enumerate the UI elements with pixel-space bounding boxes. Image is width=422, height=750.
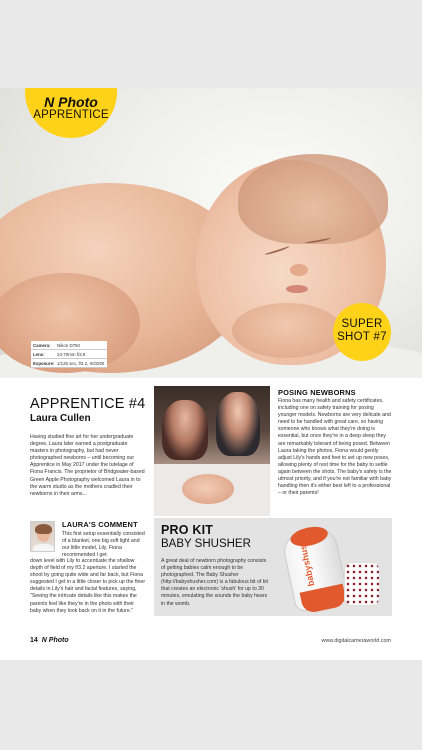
- pro-kit-box: [154, 518, 392, 616]
- apprentice-figure: [216, 392, 260, 456]
- baby-figure: [182, 474, 234, 504]
- camera-info-row: [31, 359, 107, 368]
- logo-brand: N Photo: [44, 94, 98, 110]
- shusher-product-label: babyshusher: [294, 530, 317, 588]
- posing-newborns-column: [278, 388, 392, 497]
- baby-mouth: [286, 285, 308, 293]
- camera-info-value: 1/125 sec, f/3.2, ISO200: [57, 360, 105, 366]
- baby-nose: [290, 264, 308, 276]
- avatar-shirt: [33, 544, 54, 552]
- studio-photo: [154, 386, 270, 516]
- baby-shusher-device: [280, 525, 349, 613]
- pro-kit-title: PRO KIT: [161, 523, 214, 537]
- avatar: [30, 521, 55, 552]
- camera-info-row: [31, 350, 107, 359]
- article-intro-text: Having studied fine art for her undergraduate degree, Laura later earned a postgraduate masters in photography, but had never photographed newborns – until becoming our Apprentice in May 2017 under the tutelage of Fiona Francis. The proprietor of Bridgwater-based Green Apple Photography welcomed Laura in to the warm studio as the mothers cradled their newborns in their arms...: [30, 434, 145, 497]
- logo-sub: APPRENTICE: [33, 109, 109, 121]
- super-shot-line2: SHOT #7: [337, 331, 387, 343]
- shusher-cap: [289, 524, 330, 550]
- article-intro-column: [30, 396, 146, 498]
- article-author: Laura Cullen: [30, 413, 91, 424]
- comment-body-text: down level with Lily to accentuate the shallow depth of field of my f/3.2 aperture. I started the shoot by going quite wide and far back, but Fiona suggested I get in a little closer to pick up the finer details in Lily's hair and facial features, saying, "Seeing the intricate details like this makes the parents feel like they're in the photo with their baby when they look back on it in the future.": [30, 558, 146, 614]
- super-shot-badge: [333, 303, 391, 361]
- page-number: 14: [30, 637, 38, 644]
- photographer-figure: [162, 400, 208, 460]
- shusher-base: [300, 584, 348, 615]
- camera-info-label: Lens:: [33, 351, 45, 357]
- camera-info-value: 24-70mm f/2.8: [57, 351, 86, 357]
- camera-info-row: [31, 341, 107, 350]
- footer-url: www.digitalcameraworld.com: [321, 638, 391, 644]
- comment-intro-text: This first setup essentially consisted of a blanket, one big soft light and our little model, Lily. Fiona recommended I get: [62, 531, 145, 559]
- posing-newborns-heading: POSING NEWBORNS: [278, 388, 356, 397]
- pro-kit-text: A great deal of newborn photography consists of getting babies calm enough to be photographed. The Baby Shusher (http://babyshusher.com) is a fabulous bit of kit that creates an electronic 'shush' for up to 30 minutes, emulating the sounds the baby hears in the womb.: [161, 558, 268, 607]
- baby-hand: [232, 303, 342, 358]
- posing-newborns-text: Fiona has many health and safety certificates, including one on safety training for posing younger models. Newborns are very delicate and need to be handled with great care, so having someone who knows what they're doing is essential, but once they're in a deep sleep they are remarkably tolerant of being posed. Between Laura taking the photos, Fiona would gently adjust Lily's hands and feet to set up new poses, allowing plenty of rest time for the baby to settle again between the shots. The baby's safety is the utmost priority, and if you're not familiar with baby handling then it's either best left to a professional – or their parents!: [278, 398, 392, 497]
- comment-heading: LAURA'S COMMENT: [62, 520, 138, 529]
- magazine-page: [0, 88, 422, 660]
- pro-kit-subtitle: BABY SHUSHER: [161, 538, 251, 550]
- camera-info-box: [31, 341, 107, 368]
- camera-info-label: Exposure:: [33, 360, 55, 366]
- baby-hair: [238, 154, 388, 244]
- avatar-hair: [35, 524, 52, 534]
- camera-info-label: Camera:: [33, 342, 51, 348]
- shusher-speaker-grille: [344, 562, 380, 606]
- camera-info-value: Nikon D750: [57, 342, 80, 348]
- footer-left: [30, 637, 69, 644]
- footer-brand: N Photo: [41, 637, 69, 644]
- super-shot-line1: SUPER: [341, 318, 383, 330]
- article-title: APPRENTICE #4: [30, 396, 146, 412]
